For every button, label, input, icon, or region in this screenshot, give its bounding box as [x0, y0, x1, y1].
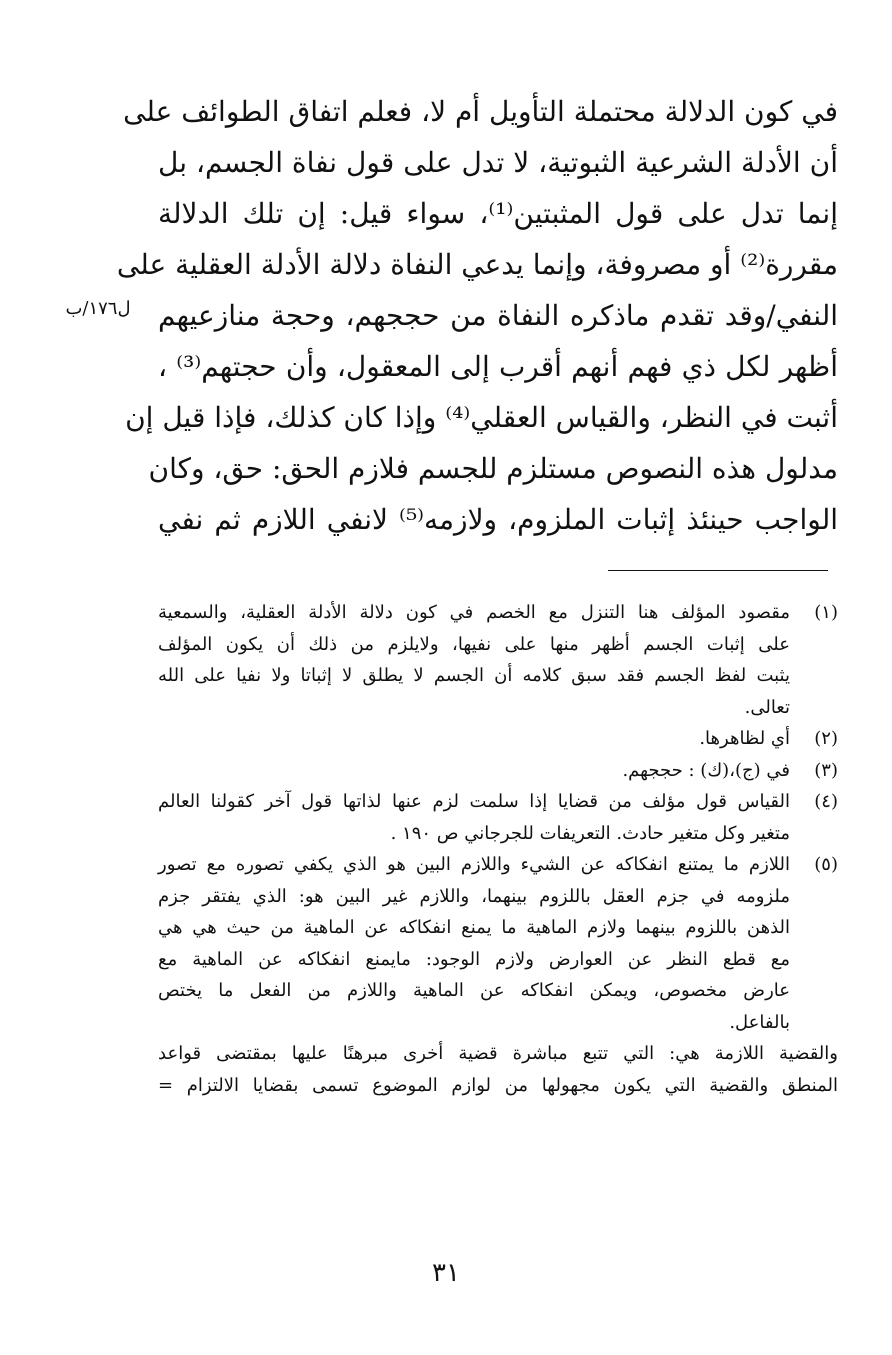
main-text-line: أثبت في النظر، والقياس العقلي⁽⁴⁾ وإذا كان كذلك، فإذا قيل إن [125, 401, 838, 434]
footnote-line: أي لظاهرها. [699, 728, 790, 749]
main-text-line: مقررة⁽²⁾ أو مصروفة، وإنما يدعي النفاة دلالة الأدلة العقلية على [116, 248, 838, 281]
main-text-line: مدلول هذه النصوص مستلزم للجسم فلازم الحق: حق، وكان [148, 452, 838, 485]
footnote-line: والقضية اللازمة هي: التي تتبع مباشرة قضية أخرى مبرهنًا عليها بمقتضى قواعد [158, 1043, 838, 1064]
footnote-body [158, 786, 790, 849]
footnote-number: (٥) [814, 854, 838, 875]
footnote-line: مع قطع النظر عن العوارض ولازم الوجود: مايمنع انفكاكه عن الماهية مع [158, 948, 790, 970]
footnote-line: المنطق والقضية التي يكون مجهولها من لوازم الموضوع تسمى بقضايا الالتزام = [158, 1074, 838, 1096]
footnote-line: متغير وكل متغير حادث. التعريفات للجرجاني ص ١٩٠ . [390, 822, 790, 844]
footnote-continuation [158, 1038, 838, 1101]
page-number: ٣١ [432, 1258, 460, 1288]
footnote-number: (١) [814, 602, 838, 623]
manuscript-folio-note: ل١٧٦/ب [65, 298, 131, 319]
footnote-body [158, 723, 790, 755]
main-text-line: في كون الدلالة محتملة التأويل أم لا، فعلم اتفاق الطوائف على [123, 95, 838, 128]
footnote-line: اللازم ما يمتنع انفكاكه عن الشيء واللازم البين هو الذي يكفي تصوره مع تصور [158, 854, 790, 875]
main-text-line: أن الأدلة الشرعية الثبوتية، لا تدل على قول نفاة الجسم، بل [158, 146, 838, 179]
footnote-4 [158, 786, 838, 849]
footnote-line: ملزومه في جزم العقل باللزوم بينهما، واللازم غير البين هو: الذي يفتقر جزم [158, 885, 790, 907]
footnote-5 [158, 849, 838, 1038]
footnote-2 [158, 723, 838, 755]
footnote-line: مقصود المؤلف هنا التنزل مع الخصم في كون دلالة الأدلة العقلية، والسمعية [158, 602, 790, 623]
footnote-1 [158, 597, 838, 723]
footnote-line: بالفاعل. [729, 1011, 790, 1033]
footnote-number: (٢) [814, 728, 838, 749]
footnote-line: عارض مخصوص، ويمكن انفكاكه عن الماهية واللازم من الفعل ما يختص [158, 980, 790, 1001]
footnote-line: يثبت لفظ الجسم فقد سبق كلامه أن الجسم لا يطلق لا إثباتا ولا نفيا على الله [158, 665, 790, 686]
main-text-line: الواجب حينئذ إثبات الملزوم، ولازمه⁽⁵⁾ لانفي اللازم ثم نفي [158, 503, 838, 536]
footnotes [158, 597, 838, 1101]
footnote-separator [608, 570, 828, 571]
footnote-body [158, 597, 790, 723]
main-text-line: إنما تدل على قول المثبتين⁽¹⁾، سواء قيل: إن تلك الدلالة [158, 197, 838, 230]
footnote-line: على إثبات الجسم أظهر منها على نفيها، ولايلزم من ذلك أن يكون المؤلف [158, 633, 790, 655]
footnote-3 [158, 755, 838, 787]
footnote-number: (٣) [814, 759, 838, 781]
footnote-line: الذهن باللزوم بينهما ولازم الماهية ما يمنع انفكاكه عن الماهية من حيث هي هي [158, 917, 790, 938]
main-text-line: النفي/وقد تقدم ماذكره النفاة من حججهم، وحجة منازعيهم [158, 299, 838, 332]
main-text-line: أظهر لكل ذي فهم أنهم أقرب إلى المعقول، وأن حجتهم⁽³⁾ ، [158, 350, 838, 383]
main-text [116, 86, 838, 545]
footnote-line: القياس قول مؤلف من قضايا إذا سلمت لزم عنها لذاتها قول آخر كقولنا العالم [158, 791, 790, 812]
footnote-body [158, 755, 790, 787]
footnote-body [158, 849, 790, 1038]
footnote-line: في (ج)،(ك) : حججهم. [622, 759, 790, 781]
footnote-number: (٤) [814, 791, 838, 812]
footnote-line: تعالى. [744, 696, 790, 718]
